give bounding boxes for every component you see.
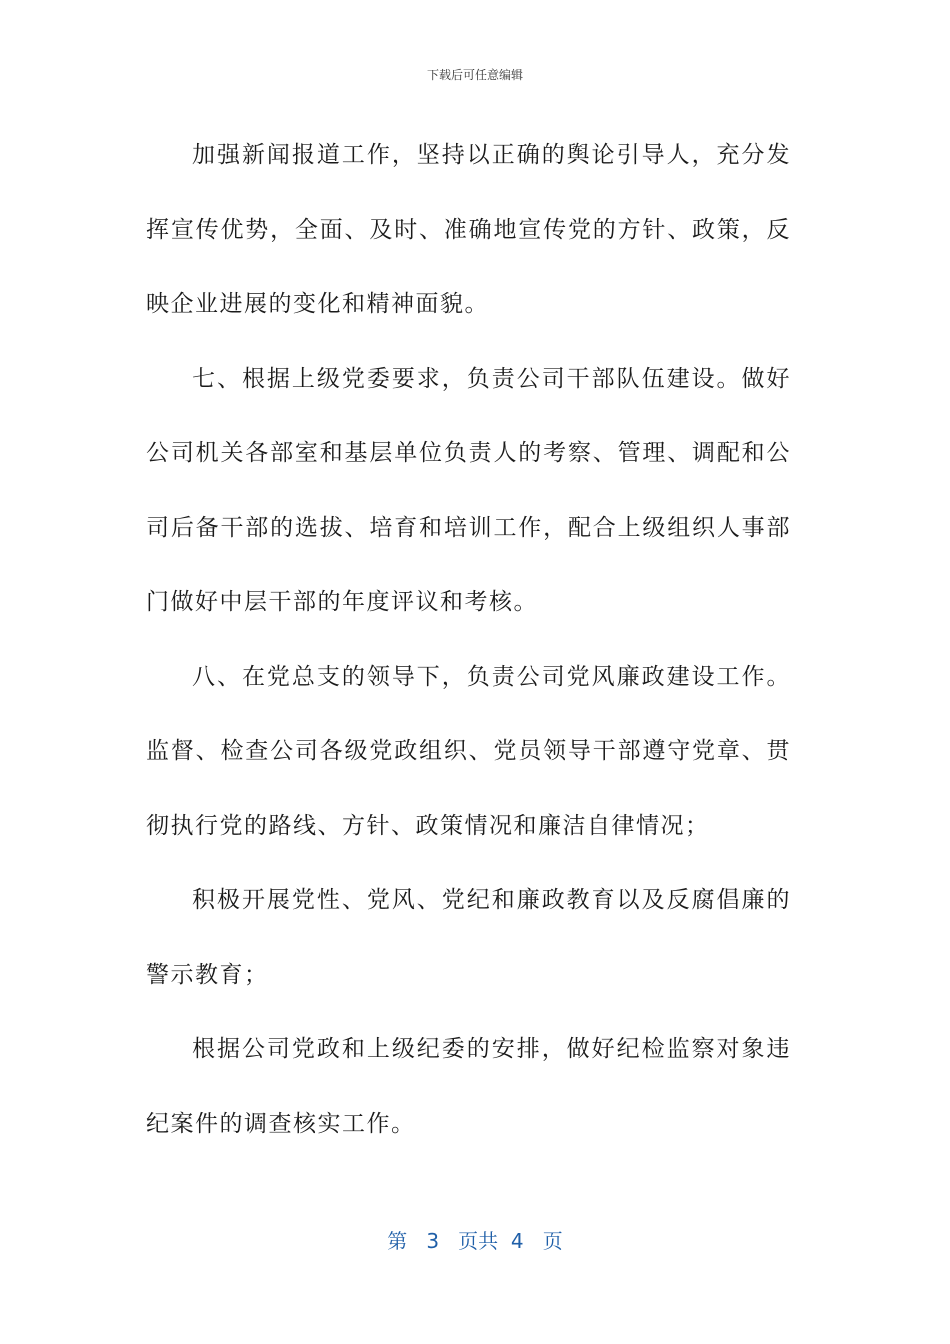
paragraph-case-investigation: 根据公司党政和上级纪委的安排，做好纪检监察对象违纪案件的调查核实工作。 <box>146 1036 791 1137</box>
paragraph-integrity-education: 积极开展党性、党风、党纪和廉政教育以及反腐倡廉的警示教育； <box>146 887 791 988</box>
document-body <box>146 118 791 1161</box>
page-prefix: 第 <box>387 1229 408 1253</box>
paragraph-publicity: 加强新闻报道工作，坚持以正确的舆论引导人，充分发挥宣传优势，全面、及时、准确地宣传党的方针、政策，反映企业进展的变化和精神面貌。 <box>146 142 791 317</box>
current-page-number: 3 <box>426 1229 440 1253</box>
paragraph-cadre-building: 七、根据上级党委要求，负责公司干部队伍建设。做好公司机关各部室和基层单位负责人的考察、管理、调配和公司后备干部的选拔、培育和培训工作，配合上级组织人事部门做好中层干部的年度评议和考核。 <box>146 365 791 615</box>
page-suffix: 页 <box>542 1229 563 1253</box>
page-header-note: 下载后可任意编辑 <box>426 68 523 82</box>
page-middle: 页共 <box>458 1229 499 1253</box>
paragraph-integrity-supervision: 八、在党总支的领导下，负责公司党风廉政建设工作。监督、检查公司各级党政组织、党员领导干部遵守党章、贯彻执行党的路线、方针、政策情况和廉洁自律情况； <box>146 663 791 839</box>
total-page-number: 4 <box>510 1229 524 1253</box>
page-number-footer <box>0 1225 950 1254</box>
